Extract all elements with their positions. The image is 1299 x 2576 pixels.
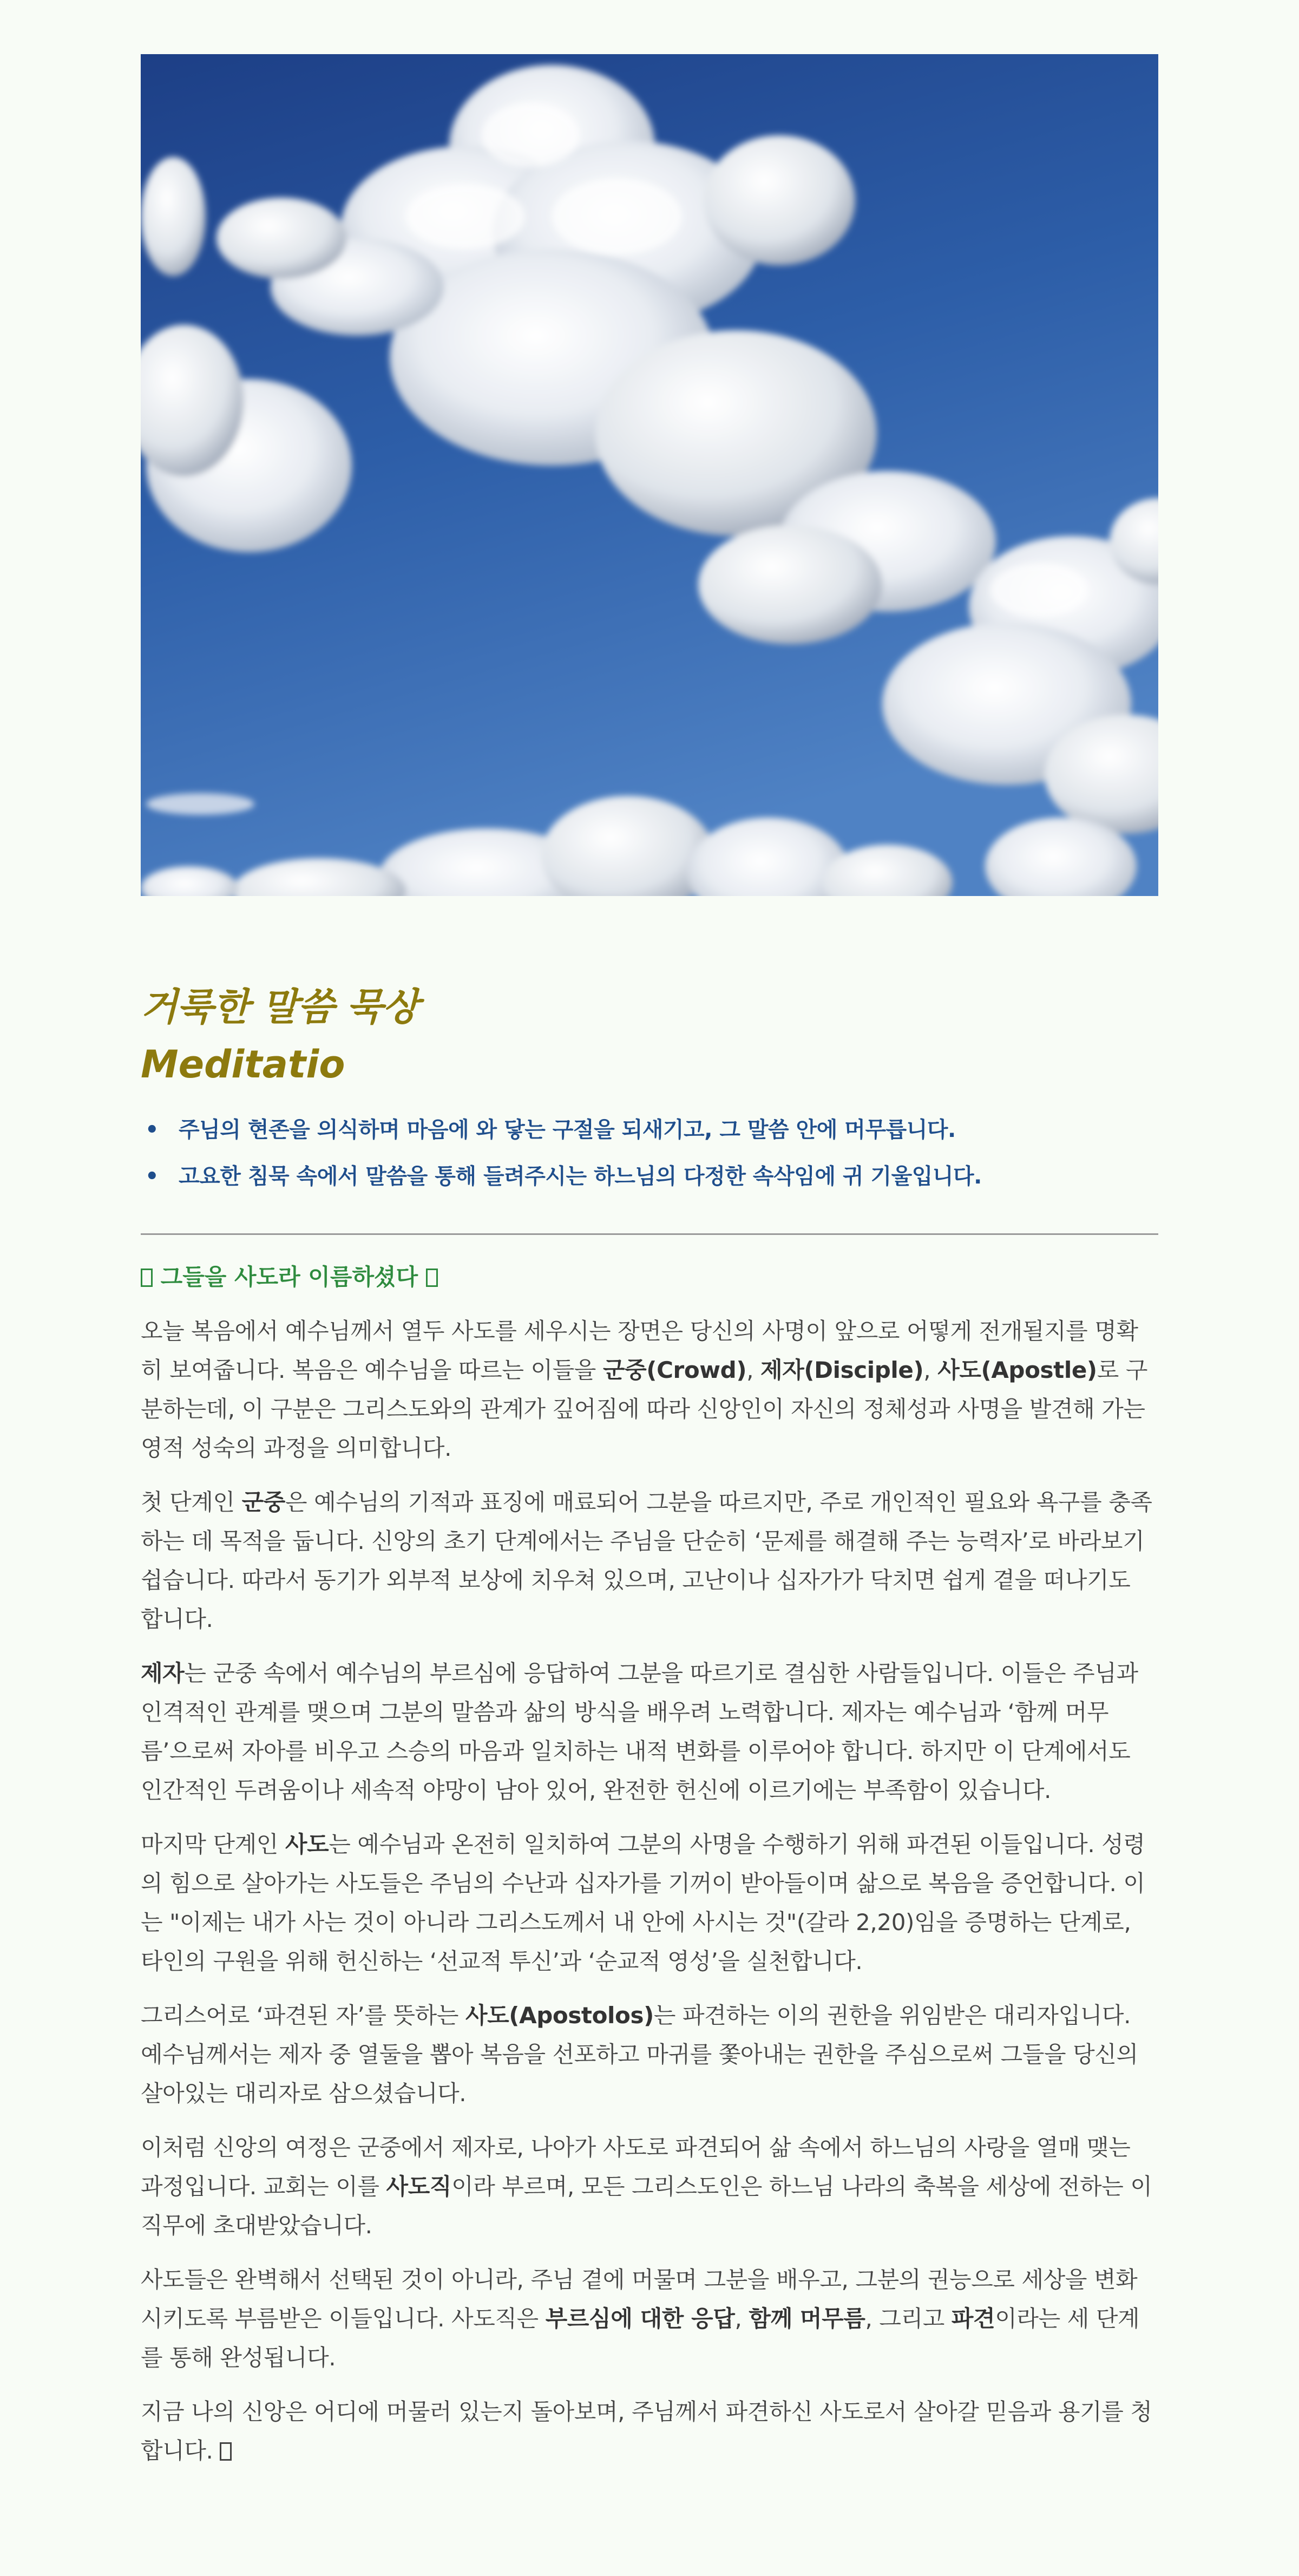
term-apostolos: 사도(Apostolos) (465, 2002, 654, 2029)
paragraph-journey (141, 2128, 1158, 2245)
paragraph-text: 은 예수님의 기적과 표징에 매료되어 그분을 따르지만, 주로 개인적인 필요와 욕구를 충족하는 데 목적을 둡니다. 신앙의 초기 단계에서는 주님을 단순히 ‘문제를 해결해 주는 능력자’로 바라보기 쉽습니다. 따라서 동기가 외부적 보상에 치우쳐 있으며, 고난이나 십자가가 닥치면 쉽게 곁을 떠나기도 합니다. (141, 1489, 1152, 1632)
term-apostolate: 사도직 (386, 2173, 452, 2200)
paragraph-closing (141, 2392, 1158, 2470)
section-title-text: 그들을 사도라 이름하셨다 (160, 1264, 418, 1290)
meditation-heading: 거룩한 말씀 묵상 (141, 985, 419, 1029)
paragraph-text: , (746, 1357, 761, 1383)
sky-clouds-illustration (141, 54, 1158, 896)
bullet-icon: • (145, 1164, 159, 1189)
paragraph-text: 마지막 단계인 (141, 1831, 285, 1858)
term-disciple: 제자(Disciple) (760, 1357, 924, 1383)
paragraph-text: 이라 부르며, 모든 그리스도인은 하느님 나라의 축복을 세상에 전하는 이 직무에 초대받았습니다. (141, 2173, 1152, 2239)
paragraph-disciple (141, 1654, 1158, 1810)
term-crowd: 군중(Crowd) (602, 1357, 747, 1383)
paragraph-text: 는 파견하는 이의 권한을 위임받은 대리자입니다. 예수님께서는 제자 중 열둘을 뽑아 복음을 선포하고 마귀를 쫓아내는 권한을 주심으로써 그들을 당신의 살아있는 대리자로 삼으셨습니다. (141, 2002, 1138, 2107)
paragraph-text: 이라는 세 단계를 통해 완성됩니다. (141, 2305, 1140, 2371)
paragraph-stages (141, 2260, 1158, 2377)
meditation-guide-list (141, 1107, 1158, 1200)
section-title (141, 1258, 1158, 1297)
term-disciple: 제자 (141, 1660, 185, 1686)
missing-glyph-icon (220, 2442, 232, 2461)
paragraph-apostle (141, 1825, 1158, 1981)
paragraph-text: 사도들은 완벽해서 선택된 것이 아니라, 주님 곁에 머물며 그분을 배우고, 그분의 권능으로 세상을 변화시키도록 부름받은 이들입니다. 사도직은 (141, 2266, 1138, 2332)
guide-item (145, 1153, 1158, 1200)
paragraph-text: 는 예수님과 온전히 일치하여 그분의 사명을 수행하기 위해 파견된 이들입니다. 성령의 힘으로 살아가는 사도들은 주님의 수난과 십자가를 기꺼이 받아들이며 삶으로 복음을 증언합니다. 이는 "이제는 내가 사는 것이 아니라 그리스도께서 내 안에 사시는 것"(갈라 2,20)임을 증명하는 단계로, 타인의 구원을 위해 헌신하는 ‘선교적 투신’과 ‘순교적 영성’을 실천합니다. (141, 1831, 1145, 1975)
paragraph-text: , 그리고 (865, 2305, 952, 2332)
term-apostle: 사도(Apostle) (937, 1357, 1097, 1383)
term-crowd: 군중 (241, 1489, 285, 1515)
paragraph-text: 첫 단계인 (141, 1489, 242, 1515)
missing-glyph-icon (426, 1269, 438, 1287)
guide-text: 고요한 침묵 속에서 말씀을 통해 들려주시는 하느님의 다정한 속삭임에 귀 기울입니다. (179, 1164, 982, 1189)
term-response: 부르심에 대한 응답 (545, 2305, 735, 2332)
meditatio-subheading: Meditatio (141, 1042, 345, 1087)
article (141, 54, 1158, 2470)
paragraph-intro (141, 1312, 1158, 1468)
paragraph-text: 지금 나의 신앙은 어디에 머물러 있는지 돌아보며, 주님께서 파견하신 사도로서 살아갈 믿음과 용기를 청합니다. (141, 2398, 1152, 2464)
paragraph-text: 는 군중 속에서 예수님의 부르심에 응답하여 그분을 따르기로 결심한 사람들입니다. 이들은 주님과 인격적인 관계를 맺으며 그분의 말씀과 삶의 방식을 배우려 노력합니다. 제자는 예수님과 ‘함께 머무름’으로써 자아를 비우고 스승의 마음과 일치하는 내적 변화를 이루어야 합니다. 하지만 이 단계에서도 인간적인 두려움이나 세속적 야망이 남아 있어, 완전한 헌신에 이르기에는 부족함이 있습니다. (141, 1660, 1138, 1803)
paragraph-text: , (734, 2305, 749, 2332)
hero-image (141, 54, 1158, 896)
term-abiding: 함께 머무름 (749, 2305, 865, 2332)
guide-item (145, 1107, 1158, 1153)
paragraph-crowd (141, 1483, 1158, 1639)
guide-text: 주님의 현존을 의식하며 마음에 와 닿는 구절을 되새기고, 그 말씀 안에 머무릅니다. (179, 1117, 956, 1142)
paragraph-text: , (923, 1357, 938, 1383)
missing-glyph-icon (141, 1269, 153, 1287)
term-apostle: 사도 (285, 1831, 329, 1858)
bullet-icon: • (145, 1117, 159, 1142)
divider (141, 1233, 1158, 1235)
paragraph-apostolos (141, 1996, 1158, 2113)
term-sending: 파견 (951, 2305, 995, 2332)
paragraph-text: 그리스어로 ‘파견된 자’를 뜻하는 (141, 2002, 465, 2029)
paragraph-text: 이처럼 신앙의 여정은 군중에서 제자로, 나아가 사도로 파견되어 삶 속에서 하느님의 사랑을 열매 맺는 과정입니다. 교회는 이를 (141, 2134, 1131, 2200)
paragraph-text: 로 구분하는데, 이 구분은 그리스도와의 관계가 깊어짐에 따라 신앙인이 자신의 정체성과 사명을 발견해 가는 영적 성숙의 과정을 의미합니다. (141, 1357, 1148, 1461)
paragraph-text: 오늘 복음에서 예수님께서 열두 사도를 세우시는 장면은 당신의 사명이 앞으로 어떻게 전개될지를 명확히 보여줍니다. 복음은 예수님을 따르는 이들을 (141, 1318, 1138, 1383)
